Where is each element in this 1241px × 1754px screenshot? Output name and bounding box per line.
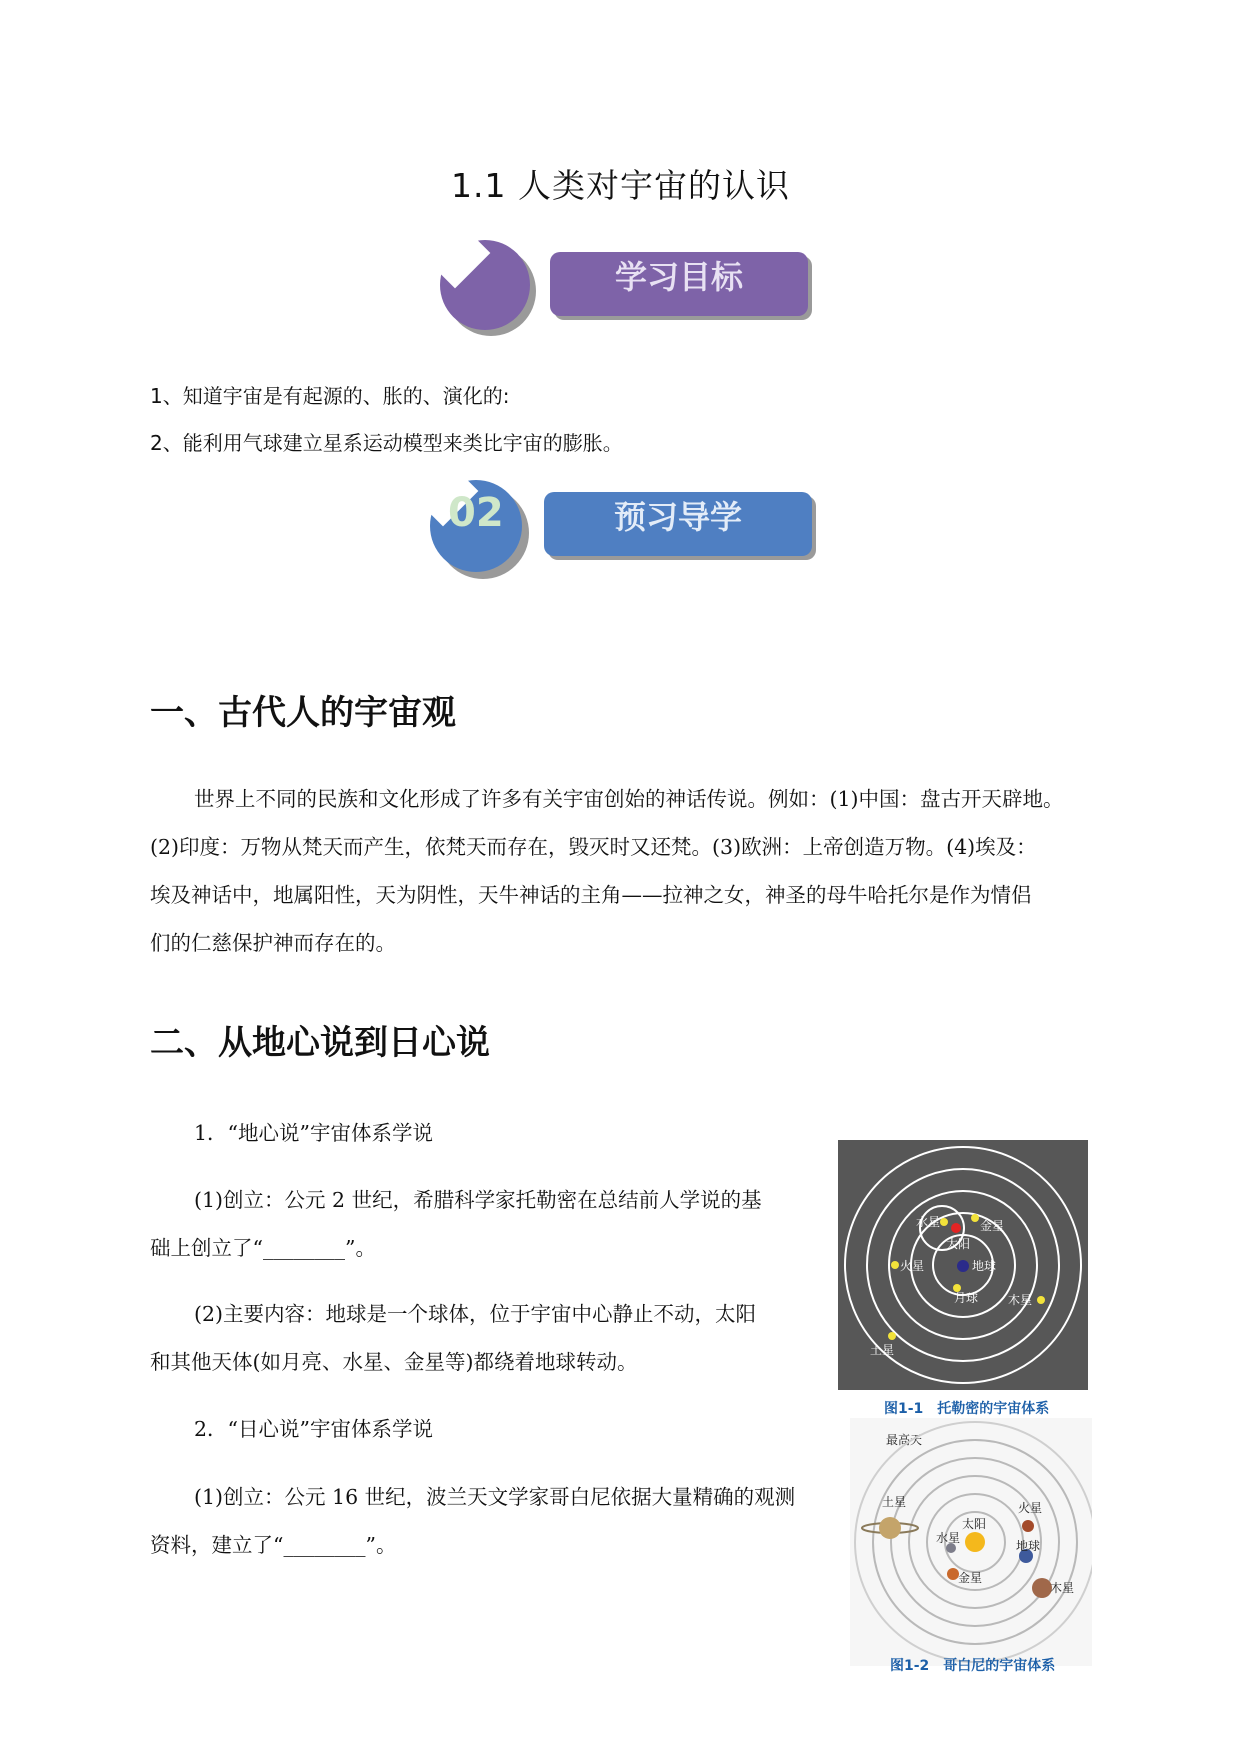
banner-preview-study xyxy=(430,480,830,580)
mars-marker xyxy=(891,1261,899,1269)
label-jupiter: 木星 xyxy=(1050,1581,1075,1595)
saturn-marker xyxy=(888,1332,896,1340)
figure-caption: 图1-1 托勒密的宇宙体系 xyxy=(884,1401,1050,1417)
paragraph-line: (1)创立：公元 2 世纪，希腊科学家托勒密在总结前人学说的基 xyxy=(194,1188,762,1212)
banner-bar xyxy=(544,492,812,556)
paragraph-line: 埃及神话中，地属阳性，天为阴性，天牛神话的主角——拉神之女，神圣的母牛哈托尔是作为情侣 xyxy=(150,883,1032,907)
banner-number: 02 xyxy=(448,490,504,536)
mars-marker xyxy=(1022,1520,1034,1532)
venus-marker xyxy=(971,1214,979,1222)
label-jupiter: 木星 xyxy=(1008,1293,1033,1307)
paragraph-line: 础上创立了“________”。 xyxy=(150,1236,376,1260)
section-heading: 二、从地心说到日心说 xyxy=(150,1023,490,1063)
mercury-marker xyxy=(940,1218,948,1226)
label-earth: 地球 xyxy=(1016,1539,1041,1553)
paragraph-line: (1)创立：公元 16 世纪，波兰天文学家哥白尼依据大量精确的观测 xyxy=(194,1485,796,1509)
sun-marker xyxy=(951,1223,961,1233)
label-venus: 金星 xyxy=(958,1571,983,1585)
paragraph-line: (2)主要内容：地球是一个球体，位于宇宙中心静止不动，太阳 xyxy=(194,1302,757,1326)
paragraph-line: 们的仁慈保护神而存在的。 xyxy=(150,931,396,955)
banner-label: 预习导学 xyxy=(613,498,742,536)
label-earth: 地球 xyxy=(972,1259,997,1273)
label-mercury: 水星 xyxy=(936,1531,961,1545)
label-top-heaven: 最高天 xyxy=(886,1433,923,1447)
label-venus: 金星 xyxy=(980,1219,1005,1233)
section-heading: 一、古代人的宇宙观 xyxy=(150,693,456,733)
label-saturn: 土星 xyxy=(870,1343,895,1357)
label-sun: 太阳 xyxy=(962,1517,987,1531)
earth-marker xyxy=(957,1260,969,1272)
sun-marker xyxy=(965,1532,985,1552)
label-sun: 太阳 xyxy=(946,1237,971,1251)
goal-item: 1、知道宇宙是有起源的、胀的、演化的: xyxy=(150,384,510,408)
banner-bar xyxy=(550,252,808,316)
saturn-marker xyxy=(879,1517,901,1539)
goal-item: 2、能利用气球建立星系运动模型来类比宇宙的膨胀。 xyxy=(150,431,623,455)
item-title: 2．“日心说”宇宙体系学说 xyxy=(194,1417,434,1441)
page-title: 1.1 人类对宇宙的认识 xyxy=(451,166,790,205)
paragraph-line: 资料，建立了“________”。 xyxy=(150,1533,397,1557)
paragraph-line: (2)印度：万物从梵天而产生，依梵天而存在，毁灭时又还梵。(3)欧洲：上帝创造万物。(4)埃及： xyxy=(150,835,1037,859)
section1-paragraph xyxy=(150,775,1100,967)
label-mars: 火星 xyxy=(900,1259,925,1273)
label-saturn: 土星 xyxy=(882,1495,907,1509)
paragraph-line: 和其他天体(如月亮、水星、金星等)都绕着地球转动。 xyxy=(150,1350,638,1374)
ptolemy-diagram xyxy=(838,1140,1088,1390)
jupiter-marker xyxy=(1037,1296,1045,1304)
item-title: 1．“地心说”宇宙体系学说 xyxy=(194,1121,434,1145)
jupiter-marker xyxy=(1032,1578,1052,1598)
label-moon: 月球 xyxy=(954,1291,979,1305)
paragraph-line: 世界上不同的民族和文化形成了许多有关宇宙创始的神话传说。例如：(1)中国：盘古开天辟地。 xyxy=(194,787,1064,811)
label-mars: 火星 xyxy=(1018,1501,1043,1515)
copernicus-diagram xyxy=(850,1418,1092,1666)
banner-label: 学习目标 xyxy=(614,258,743,296)
label-mercury: 水星 xyxy=(916,1215,941,1229)
banner-learning-goals xyxy=(440,240,820,340)
figure-caption: 图1-2 哥白尼的宇宙体系 xyxy=(890,1658,1056,1674)
